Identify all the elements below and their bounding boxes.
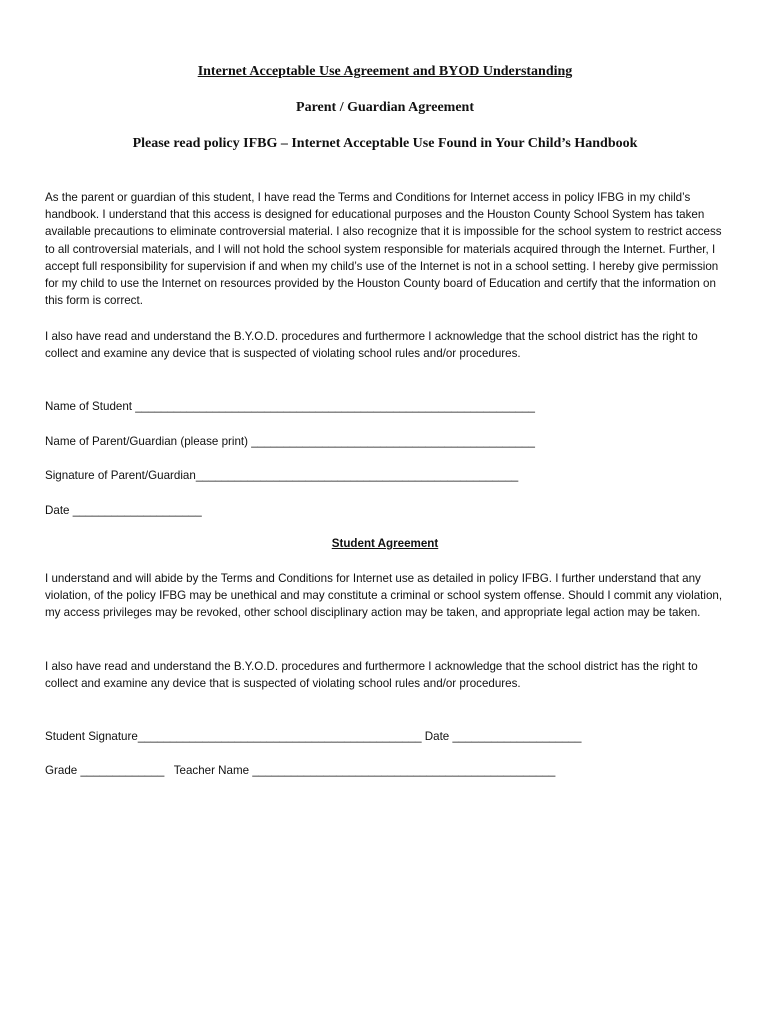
parent-byod-paragraph: I also have read and understand the B.Y.O.D. procedures and furthermore I acknowledge that the school district has the right to collect and examine any device that is suspected of violating school rules and/or procedures.	[45, 330, 698, 361]
grade-teacher-field[interactable]: Grade _____________ Teacher Name _______________________________________________	[45, 764, 556, 777]
student-signature-date-field[interactable]: Student Signature____________________________________________ Date ____________________	[45, 730, 582, 743]
student-name-field[interactable]: Name of Student ______________________________________________________________	[45, 400, 535, 413]
parent-name-field[interactable]: Name of Parent/Guardian (please print) ____________________________________________	[45, 435, 535, 448]
student-agreement-paragraph: I understand and will abide by the Terms and Conditions for Internet use as detailed in policy IFBG. I further understand that any violation, of the policy IFBG may be unethical and may constitute a criminal or school system offense. Should I commit any violation, my access privileges may be revoked, other school disciplinary action may be taken, and appropriate legal action may be taken.	[45, 572, 723, 620]
student-byod-paragraph: I also have read and understand the B.Y.O.D. procedures and furthermore I acknowledge that the school district has the right to collect and examine any device that is suspected of violating school rules and/or procedures.	[45, 660, 698, 691]
policy-note: Please read policy IFBG – Internet Acceptable Use Found in Your Child’s Handbook	[132, 136, 638, 151]
parent-consent-paragraph: As the parent or guardian of this student, I have read the Terms and Conditions for Internet access in policy IFBG in my child’s handbook. I understand that this access is designed for educational purposes and the Houston County School System has taken available precautions to eliminate controversial material. I also recognize that it is impossible for the school system to restrict access to all controversial materials, and I will not hold the school system responsible for materials acquired through the Internet. Further, I accept full responsibility for supervision if and when my child’s use of the Internet is not in a school setting. I hereby give permission for my child to use the Internet on resources provided by the Houston County board of Education and certify that the information on this form is correct.	[45, 191, 722, 308]
document-title: Internet Acceptable Use Agreement and BYOD Understanding	[197, 64, 573, 79]
parent-signature-field[interactable]: Signature of Parent/Guardian__________________________________________________	[45, 469, 519, 482]
parent-date-field[interactable]: Date ____________________	[45, 504, 202, 517]
student-agreement-heading: Student Agreement	[331, 537, 439, 550]
document-subtitle: Parent / Guardian Agreement	[296, 100, 474, 115]
